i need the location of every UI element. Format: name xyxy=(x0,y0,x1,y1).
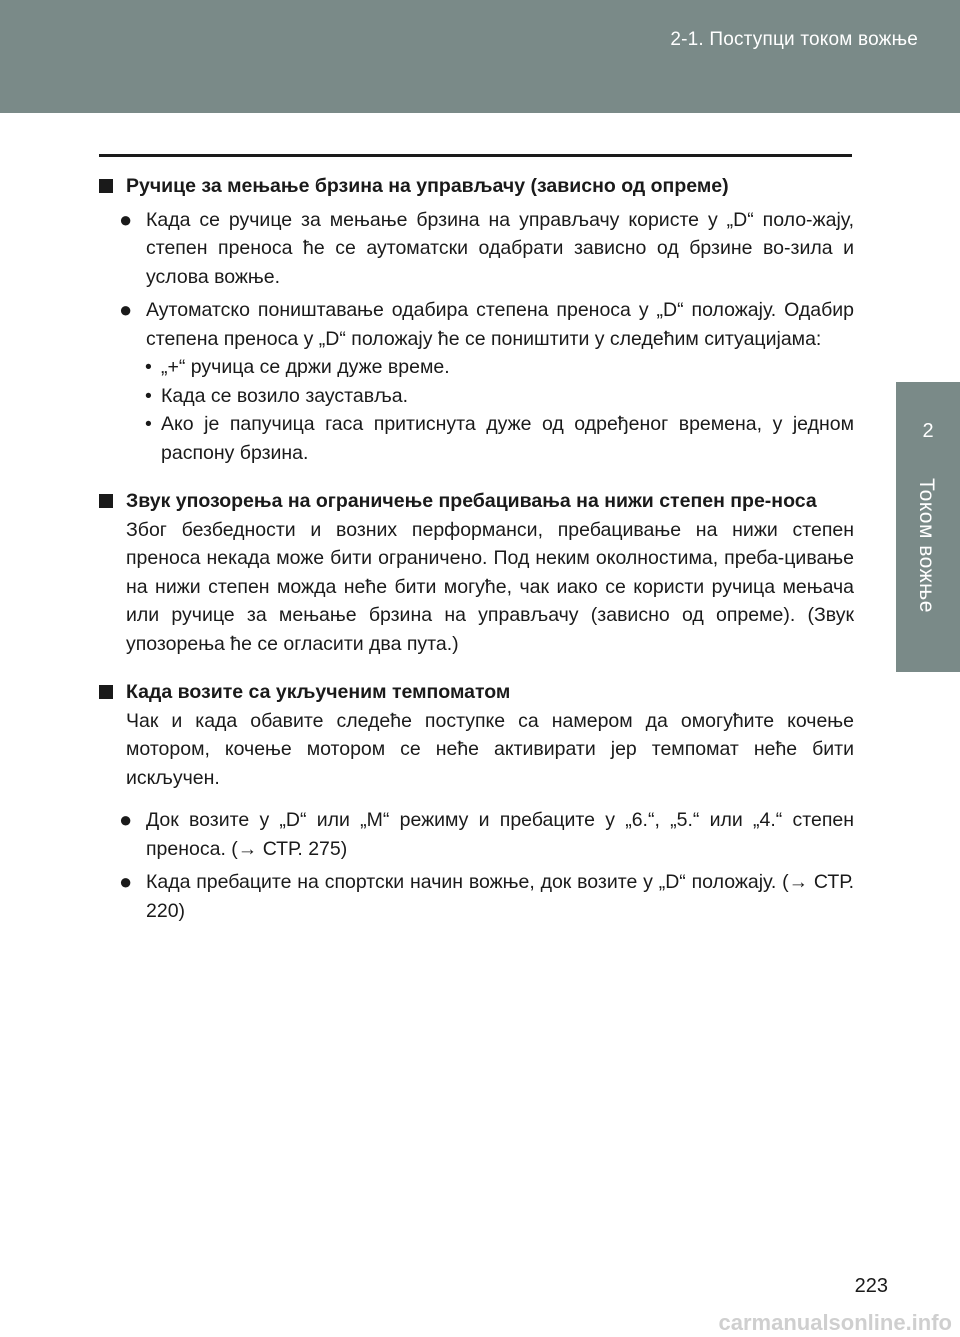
list-item: ● Када пребаците на спортски начин вожње, док возите у „D“ положају. (→ СТР. 220) xyxy=(119,869,854,922)
page-number: 223 xyxy=(854,1275,888,1297)
top-rule xyxy=(99,154,852,157)
round-bullet-icon: ● xyxy=(119,807,133,832)
square-bullet-icon xyxy=(99,685,113,699)
chapter-label: Током вожње xyxy=(915,478,938,613)
section-heading: Ручице за мењање брзина на управљачу (зависно од опреме) xyxy=(126,172,854,201)
section-steering-shift-paddles xyxy=(99,172,854,467)
list-item: ● Аутоматско поништавање одабира степена преноса у „D“ положају. Одабир степена преноса у „D“ положају ће се поништити у следећим ситуацијама: xyxy=(119,297,854,350)
sub-list-item: • Када се возило зауставља. xyxy=(126,382,854,411)
sub-list-item: • „+“ ручица се држи дуже време. xyxy=(126,353,854,382)
small-bullet-icon: • xyxy=(145,384,152,407)
main-content xyxy=(99,172,854,925)
section-paragraph: Због безбедности и возних перформанси, пребацивање на нижи степен преноса некада може бити ограничено. Под неким околностима, преба-цивање на нижи степен можда неће бити могуће, чак иако се користи ручица мењача или ручице за мењање брзина на управљачу (зависно од опреме). (Звук упозорења ће се огласити два пута.) xyxy=(126,518,854,655)
small-bullet-icon: • xyxy=(145,356,152,378)
header-band xyxy=(0,0,960,113)
list-item: ● Док возите у „D“ или „M“ режиму и пребаците у „6.“, „5.“ или „4.“ степен преноса. (→ СТР. 275) xyxy=(119,807,854,860)
sub-list-item: • Ако је папучица гаса притиснута дуже од одређеног времена, у једном распону брзина. xyxy=(126,410,854,467)
list-item: ● Када се ручице за мењање брзина на управљачу користе у „D“ поло-жају, степен преноса ће се аутоматски одабрати зависно од брзине во-зила и услова вожње. xyxy=(119,206,854,288)
small-bullet-icon: • xyxy=(145,413,152,435)
watermark: carmanualsonline.info xyxy=(718,1310,952,1335)
chapter-number: 2 xyxy=(922,420,934,442)
chapter-side-tab[interactable] xyxy=(896,382,960,672)
section-paragraph: Чак и када обавите следеће поступке са намером да омогућите кочење мотором, кочење мотором се неће активирати јер темпомат неће бити искључен. xyxy=(126,709,854,789)
square-bullet-icon xyxy=(99,179,113,193)
section-heading: Када возите са укљученим темпоматом xyxy=(126,678,854,707)
round-bullet-icon: ● xyxy=(119,297,133,322)
section-heading: Звук упозорења на ограничење пребацивања на нижи степен пре-носа xyxy=(126,487,854,516)
round-bullet-icon: ● xyxy=(119,206,133,232)
square-bullet-icon xyxy=(99,494,113,508)
round-bullet-icon: ● xyxy=(119,869,133,894)
section-downshift-warning xyxy=(99,487,854,658)
header-title: 2-1. Поступци током вожње xyxy=(670,29,918,50)
section-cruise-control xyxy=(99,678,854,925)
